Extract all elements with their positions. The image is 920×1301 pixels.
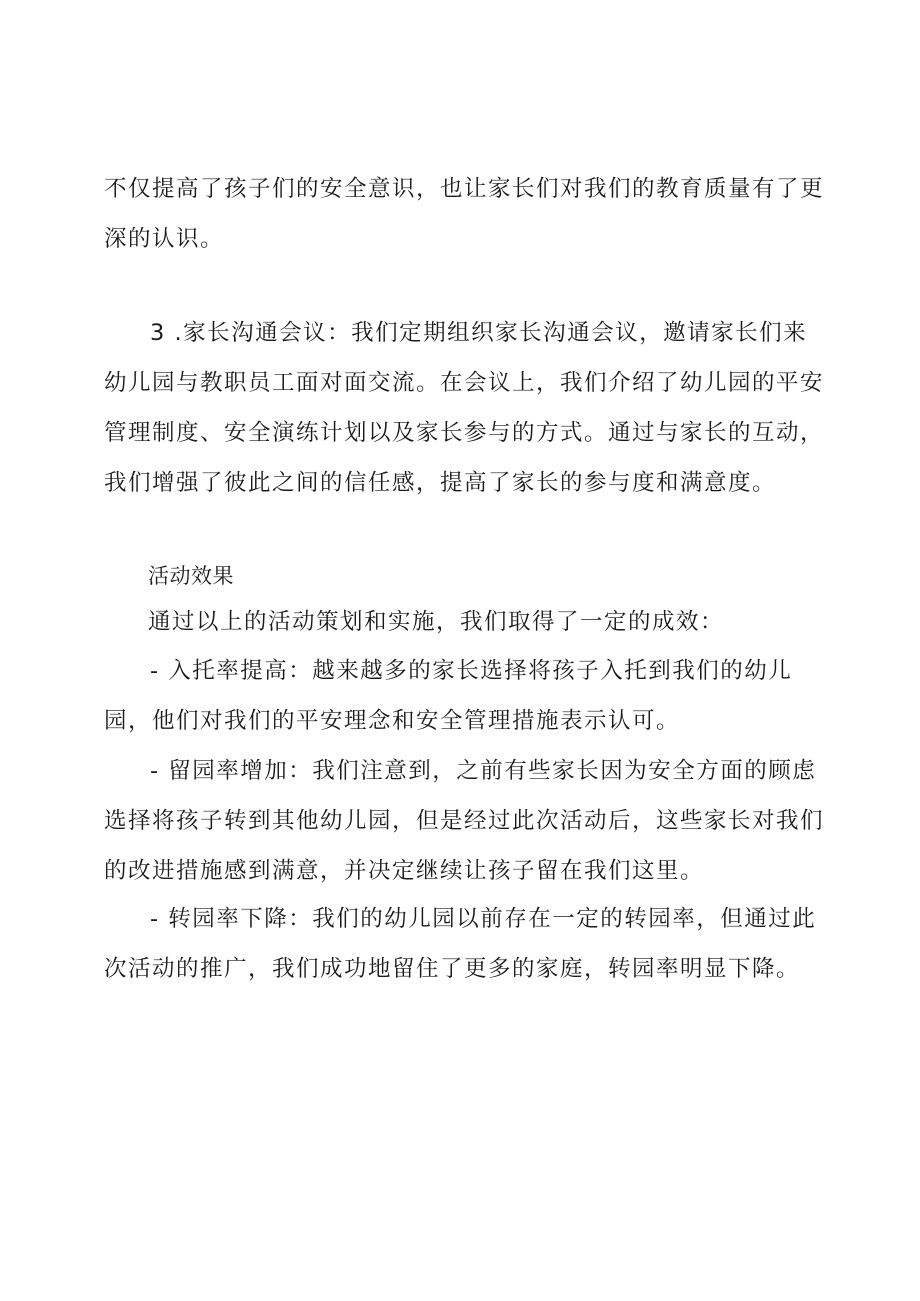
paragraph-continuation: 不仅提高了孩子们的安全意识，也让家长们对我们的教育质量有了更深的认识。: [104, 176, 825, 252]
intro-line: 通过以上的活动策划和实施，我们取得了一定的成效：: [148, 609, 725, 635]
bullet-enrollment-rate: - 入托率提高：越来越多的家长选择将孩子入托到我们的幼儿园，他们对我们的平安理念和安全管理措施表示认可。: [104, 658, 793, 734]
section-heading: 活动效果: [148, 564, 234, 588]
bullet-retention-rate: - 留园率增加：我们注意到，之前有些家长因为安全方面的顾虑选择将孩子转到其他幼儿园，但是经过此次活动后，这些家长对我们的改进措施感到满意，并决定继续让孩子留在我们这里。: [104, 758, 825, 884]
paragraph-parent-meeting: 3 .家长沟通会议：我们定期组织家长沟通会议，邀请家长们来幼儿园与教职员工面对面交流。在会议上，我们介绍了幼儿园的平安管理制度、安全演练计划以及家长参与的方式。通过与家长的互动，我们增强了彼此之间的信任感，提高了家长的参与度和满意度。: [104, 320, 825, 496]
bullet-transfer-rate: - 转园率下降：我们的幼儿园以前存在一定的转园率，但通过此次活动的推广，我们成功地留住了更多的家庭，转园率明显下降。: [104, 906, 817, 982]
